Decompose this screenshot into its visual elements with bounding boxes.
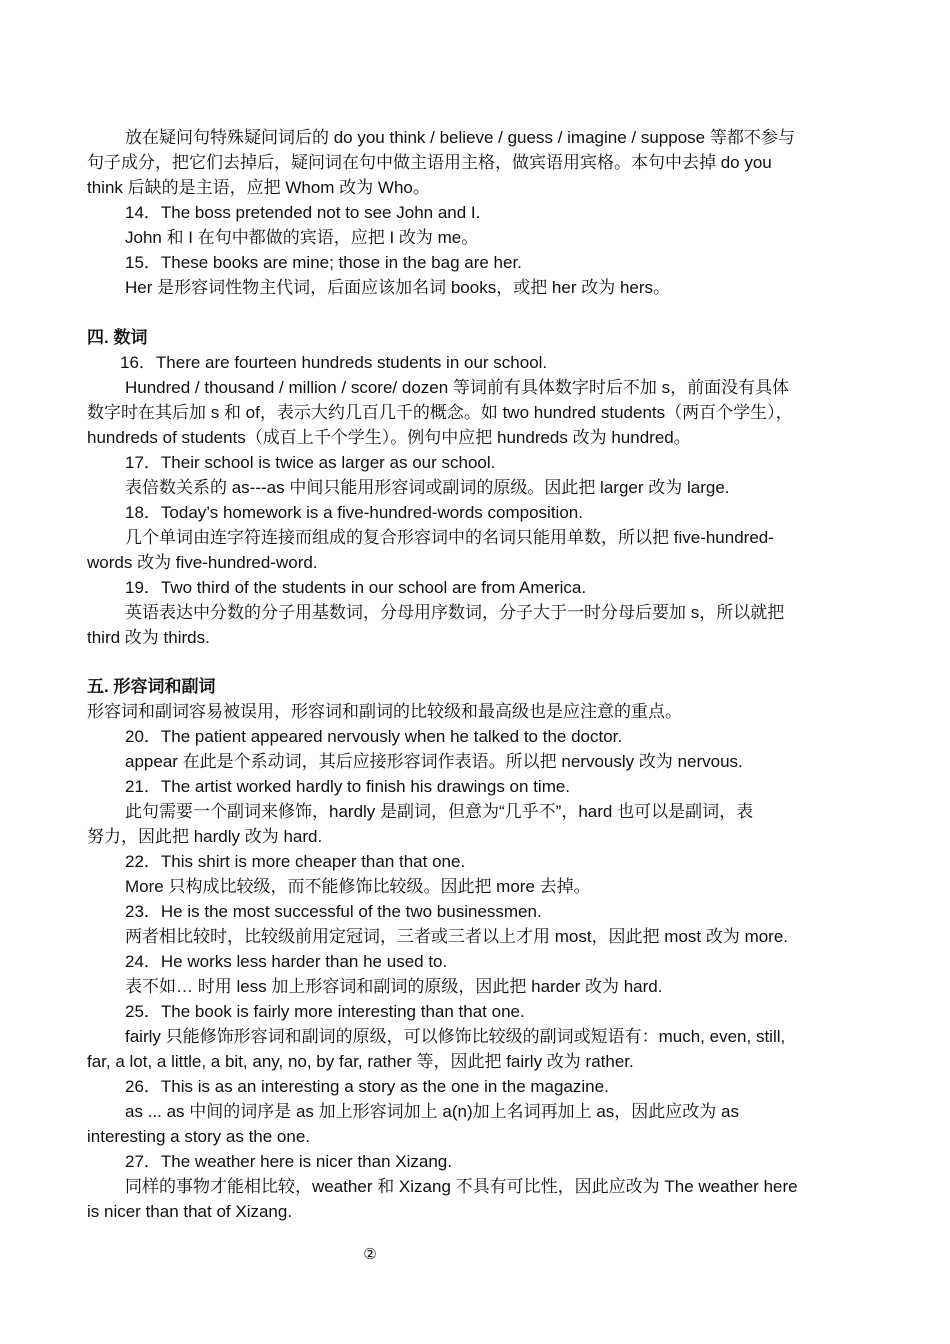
text-line: 努力，因此把 hardly 改为 hard. [87,827,323,846]
text-line: 几个单词由连字符连接而组成的复合形容词中的名词只能用单数，所以把 five-hundred- [125,528,774,547]
text-line: interesting a story as the one. [87,1127,311,1146]
text-line: is nicer than that of Xizang. [87,1202,293,1221]
example-sentence: 21．The artist worked hardly to finish his drawings on time. [125,777,571,796]
text-line: 英语表达中分数的分子用基数词，分母用序数词，分子大于一时分母后要加 s，所以就把 [125,603,785,622]
text-line: far, a lot, a little, a bit, any, no, by far, rather 等，因此把 fairly 改为 rather. [87,1052,634,1071]
text-line: think 后缺的是主语，应把 Whom 改为 Who。 [87,178,430,197]
text-line: 两者相比较时，比较级前用定冠词，三者或三者以上才用 most，因此把 most 改为 more. [125,927,789,946]
text-line: 表倍数关系的 as---as 中间只能用形容词或副词的原级。因此把 larger 改为 large. [125,478,730,497]
example-sentence: 15．These books are mine; those in the bag are her. [125,253,522,272]
example-sentence: 16．There are fourteen hundreds students in our school. [120,353,548,372]
text-line: John 和 I 在句中都做的宾语，应把 I 改为 me。 [125,228,479,247]
text-line: 放在疑问句特殊疑问词后的 do you think / believe / guess / imagine / suppose 等都不参与 [125,128,795,147]
text-line: 句子成分，把它们去掉后，疑问词在句中做主语用主格，做宾语用宾格。本句中去掉 do you [87,153,772,172]
text-line: Hundred / thousand / million / score/ dozen 等词前有具体数字时后不加 s，前面没有具体 [125,378,790,397]
text-line: hundreds of students（成百上千个学生）。例句中应把 hundreds 改为 hundred。 [87,428,691,447]
page-number: ② [363,1246,377,1263]
text-line: 数字时在其后加 s 和 of，表示大约几百几千的概念。如 two hundred students（两百个学生）， [87,403,793,422]
text-line: fairly 只能修饰形容词和副词的原级，可以修饰比较级的副词或短语有：much, even, still, [125,1027,786,1046]
text-line: Her 是形容词性物主代词，后面应该加名词 books，或把 her 改为 hers。 [125,278,671,297]
text-line: 表不如… 时用 less 加上形容词和副词的原级，因此把 harder 改为 hard. [125,977,663,996]
text-line: appear 在此是个系动词，其后应接形容词作表语。所以把 nervously 改为 nervous. [125,752,743,771]
example-sentence: 25．The book is fairly more interesting than that one. [125,1002,525,1021]
text-line: third 改为 thirds. [87,628,210,647]
text-line: words 改为 five-hundred-word. [87,553,318,572]
section-heading-numerals: 四. 数词 [87,328,148,347]
example-sentence: 14．The boss pretended not to see John and I. [125,203,481,222]
example-sentence: 17．Their school is twice as larger as our school. [125,453,496,472]
example-sentence: 19．Two third of the students in our school are from America. [125,578,587,597]
text-line: 同样的事物才能相比较，weather 和 Xizang 不具有可比性，因此应改为 The weather here [125,1177,798,1196]
example-sentence: 20．The patient appeared nervously when he talked to the doctor. [125,727,623,746]
example-sentence: 24．He works less harder than he used to. [125,952,448,971]
example-sentence: 22．This shirt is more cheaper than that one. [125,852,466,871]
text-line: More 只构成比较级，而不能修饰比较级。因此把 more 去掉。 [125,877,591,896]
text-line: as ... as 中间的词序是 as 加上形容词加上 a(n)加上名词再加上 as，因此应改为 as [125,1102,739,1121]
example-sentence: 23．He is the most successful of the two businessmen. [125,902,542,921]
text-line: 此句需要一个副词来修饰，hardly 是副词，但意为“几乎不”，hard 也可以是副词，表 [125,802,754,821]
example-sentence: 18．Today’s homework is a five-hundred-words composition. [125,503,583,522]
text-line: 形容词和副词容易被误用，形容词和副词的比较级和最高级也是应注意的重点。 [87,702,682,721]
example-sentence: 27．The weather here is nicer than Xizang. [125,1152,452,1171]
section-heading-adjectives-adverbs: 五. 形容词和副词 [87,677,216,696]
example-sentence: 26．This is as an interesting a story as the one in the magazine. [125,1077,609,1096]
